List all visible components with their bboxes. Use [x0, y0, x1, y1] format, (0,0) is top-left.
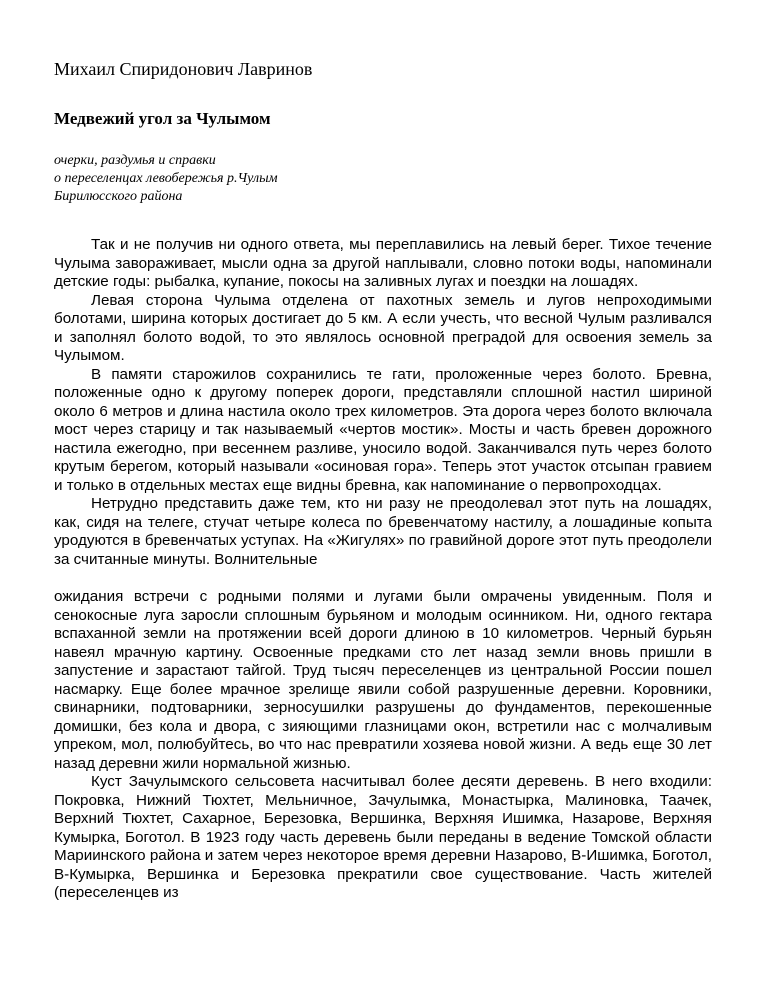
paragraph: В памяти старожилов сохранились те гати, проложенные через болото. Бревна, положенные одно к другому поперек дороги, представляли сплошной настил шириной около 6 метров и длина настила около трех километров. Эта дорога через болото включала мост через старицу и так называемый «чертов мостик». Мосты и часть бревен дорожного настила ежегодно, при весеннем разливе, уносило водой. Заканчивался путь через болото крутым берегом, который называли «осиновая гора». Теперь этот участок отсыпан гравием и только в отдельных местах еще видны бревна, как напоминание о первопроходцах. — [54, 365, 712, 494]
subtitle-line: очерки, раздумья и справки — [54, 153, 216, 168]
paragraph-continued: ожидания встречи с родными полями и лугами были омрачены увиденным. Поля и сенокосные луга заросли сплошным бурьяном и молодым осинником. Ни, одного гектара вспаханной земли на протяжении всей дороги длиною в 10 километров. Черный бурьян навеял мрачную картину. Освоенные предками сто лет назад земли вновь пришли в запустение и зарастают тайгой. Труд тысяч переселенцев из центральной России пошел насмарку. Еще более мрачное зрелище явили собой разрушенные деревни. Коровники, свинарники, подтоварники, зерносушилки разрушены до фундаментов, перекошенные домишки, без кола и двора, с зияющими глазницами окон, встретили нас с молчаливым упреком, мол, полюбуйтесь, во что нас превратили хозяева новой жизни. А ведь еще 30 лет назад деревни жили нормальной жизнью. — [54, 588, 712, 772]
subtitle-line: Бирилюсского района — [54, 189, 183, 204]
body-text — [54, 236, 712, 903]
subtitle-line: о переселенцах левобережья р.Чулым — [54, 171, 278, 186]
document-title: Медвежий угол за Чулымом — [54, 109, 271, 128]
paragraph: Так и не получив ни одного ответа, мы переплавились на левый берег. Тихое течение Чулыма завораживает, мысли одна за другой наплывали, словно потоки воды, напоминали детские годы: рыбалка, купание, покосы на заливных лугах и поездки на лошадях. — [54, 236, 712, 290]
paragraph: Левая сторона Чулыма отделена от пахотных земель и лугов непроходимыми болотами, ширина которых достигает до 5 км. А если учесть, что весной Чулым разливался и заполнял болото водой, то это являлось основной преградой для освоения земель за Чулымом. — [54, 291, 712, 364]
document-page — [54, 58, 712, 903]
page-break — [54, 569, 712, 588]
document-subtitle — [54, 152, 712, 206]
paragraph: Нетрудно представить даже тем, кто ни разу не преодолевал этот путь на лошадях, как, сидя на телеге, стучат четыре колеса по бревенчатому настилу, а лошадиные копыта уродуются в бревенчатых уступах. На «Жигулях» по гравийной дороге этот путь преодолели за считанные минуты. Волнительные — [54, 495, 712, 568]
author-name: Михаил Спиридонович Лавринов — [54, 59, 313, 79]
paragraph: Куст Зачулымского сельсовета насчитывал более десяти деревень. В него входили: Покровка, Нижний Тюхтет, Мельничное, Зачулымка, Монастырка, Малиновка, Таачек, Верхний Тюхтет, Сахарное, Березовка, Вершинка, Верхняя Ишимка, Назарове, Верхняя Кумырка, Боготол. В 1923 году часть деревень были переданы в ведение Томской области Мариинского района и затем через некоторое время деревни Назарово, В-Ишимка, Боготол, В-Кумырка, Вершинка и Березовка прекратили свое существование. Часть жителей (переселенцев из — [54, 773, 712, 901]
